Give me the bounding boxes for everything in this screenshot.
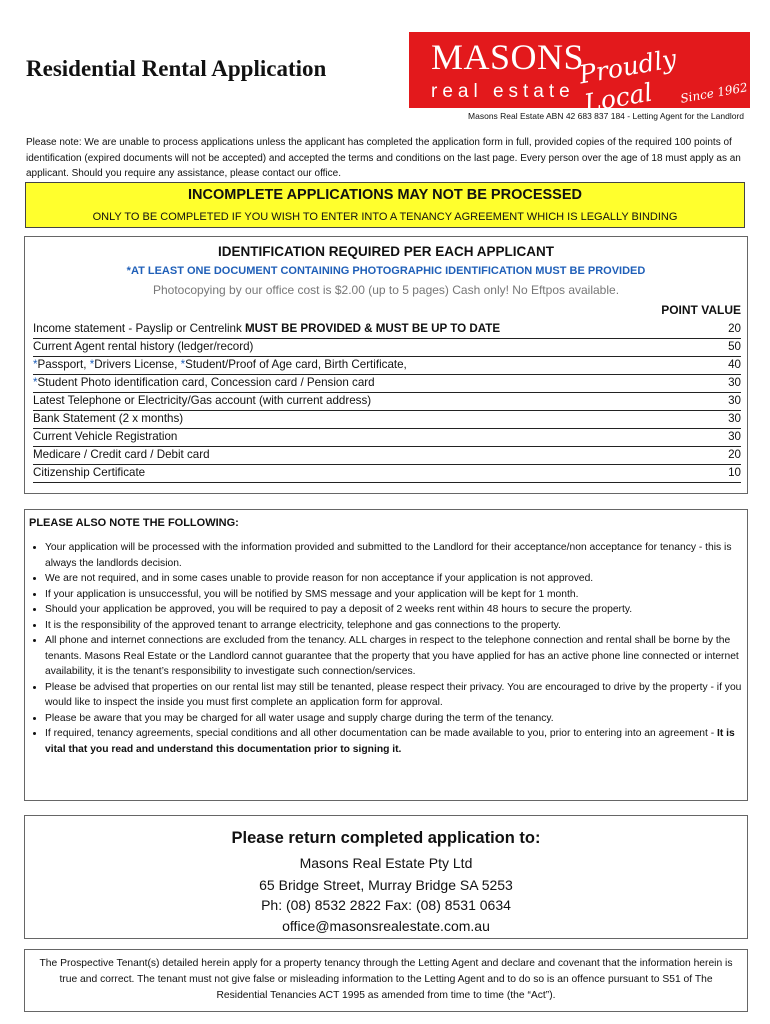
list-item-bold: It is vital that you read and understand this documentation prior to signing it. [45,728,735,755]
please-note-list [29,540,749,757]
id-row-bank [33,411,741,429]
photo-id-note: *AT LEAST ONE DOCUMENT CONTAINING PHOTOGRAPHIC IDENTIFICATION MUST BE PROVIDED [126,265,646,277]
logo-tagline: Proudly Local [576,43,679,118]
id-row-points: 20 [728,448,741,461]
id-row-vehicle [33,429,741,447]
id-row-points: 50 [728,340,741,353]
id-row-points: 30 [728,412,741,425]
id-row-points: 20 [728,322,741,335]
logo-subtitle: real estate [431,81,575,102]
return-address-box [24,815,748,939]
logo-brand: MASONS [431,37,585,77]
identification-heading: IDENTIFICATION REQUIRED PER EACH APPLICANT [217,244,554,259]
abn-line: Masons Real Estate ABN 42 683 837 184 - Letting Agent for the Landlord [468,111,744,121]
return-email[interactable]: office@masonsrealestate.com.au [282,918,490,934]
please-note-box [24,509,748,801]
return-phone: Ph: (08) 8532 2822 Fax: (08) 8531 0634 [261,897,511,913]
id-row-passport [33,357,741,375]
declaration-box [24,949,748,1012]
warning-subheading: ONLY TO BE COMPLETED IF YOU WISH TO ENTER INTO A TENANCY AGREEMENT WHICH IS LEGALLY BINDING [92,211,678,223]
return-heading: Please return completed application to: [231,829,541,847]
id-row-label: Current Agent rental history (ledger/record) [33,340,254,353]
id-row-utility [33,393,741,411]
id-row-label: Latest Telephone or Electricity/Gas account (with current address) [33,394,372,407]
identification-box [24,236,748,494]
id-row-label: *Passport, *Drivers License, *Student/Proof of Age card, Birth Certificate, [33,358,407,371]
id-row-rental-history [33,339,741,357]
intro-note: Please note: We are unable to process applications unless the applicant has completed the application form in full, provided copies of the required 100 points of identification (expired documents will not be accepted) and accepted the terms and conditions on the last page. Every person over the age of 18 must apply as an applicant. Should you require any assistance, please contact our office. [26,137,741,179]
logo-since: Since 1962 [679,80,749,106]
id-row-label: Medicare / Credit card / Debit card [33,448,210,461]
list-item: • If your application is unsuccessful, you will be notified by SMS message and your application will be kept for 1 month. [45,587,749,603]
id-row-points: 10 [728,466,741,479]
please-note-heading: PLEASE ALSO NOTE THE FOLLOWING: [29,517,239,529]
list-item: • It is the responsibility of the approved tenant to arrange electricity, telephone and gas connections to the property. [45,618,749,634]
declaration-text: The Prospective Tenant(s) detailed herein apply for a property tenancy through the Letting Agent and declare and covenant that the information herein is true and correct. The tenant must not give false or misleading information to the Letting Agent and to do so is an offence pursuant to S51 of The Residential Tenancies ACT 1995 as amended from time to time (the “Act”). [39,958,733,1001]
list-item: • We are not required, and in some cases unable to provide reason for non acceptance if your application is not approved. [45,571,749,587]
id-row-points: 30 [728,376,741,389]
point-value-header: POINT VALUE [661,303,741,317]
id-row-income [33,321,741,339]
list-item-text: If required, tenancy agreements, special conditions and all other documentation can be made available to you, prior to entering into an agreement - [45,728,717,739]
return-address: 65 Bridge Street, Murray Bridge SA 5253 [259,877,513,893]
id-row-medicare [33,447,741,465]
id-row-points: 30 [728,430,741,443]
incomplete-warning-box [25,182,745,228]
list-item: • Please be aware that you may be charged for all water usage and supply charge during the term of the tenancy. [45,711,749,727]
id-row-points: 30 [728,394,741,407]
list-item: • Your application will be processed with the information provided and submitted to the Landlord for their acceptance/non acceptance for tenancy - this is always the landlords decision. [45,540,749,571]
id-row-citizenship [33,465,741,483]
id-row-label-bold: MUST BE PROVIDED & MUST BE UP TO DATE [245,322,501,335]
page-title: Residential Rental Application [26,56,327,81]
id-row-label: Citizenship Certificate [33,466,146,479]
id-row-student-photo [33,375,741,393]
photocopy-note: Photocopying by our office cost is $2.00 (up to 5 pages) Cash only! No Eftpos available. [152,283,620,297]
id-row-label: Bank Statement (2 x months) [33,412,184,425]
return-company: Masons Real Estate Pty Ltd [299,855,473,871]
list-item: • Please be advised that properties on our rental list may still be tenanted, please respect their privacy. You are encouraged to drive by the property - if you would like to inspect the inside you must first complete an application form for approval. [45,680,749,711]
list-item: • All phone and internet connections are excluded from the tenancy. ALL charges in respect to the telephone connection and rental shall be borne by the tenants. Masons Real Estate or the Landlord cannot guarantee that the property that you have applied for has an active phone line connected or internet availability, it is the tenant’s responsibility to investigate such connection/services. [45,633,749,680]
id-row-points: 40 [728,358,741,371]
id-row-label: Income statement - Payslip or Centrelink [33,322,245,335]
list-item: • Should your application be approved, you will be required to pay a deposit of 2 weeks rent within 48 hours to secure the property. [45,602,749,618]
list-item [45,726,749,757]
id-row-label: Current Vehicle Registration [33,430,178,443]
id-row-label: *Student Photo identification card, Concession card / Pension card [33,376,375,389]
warning-heading: INCOMPLETE APPLICATIONS MAY NOT BE PROCESSED [188,187,582,203]
